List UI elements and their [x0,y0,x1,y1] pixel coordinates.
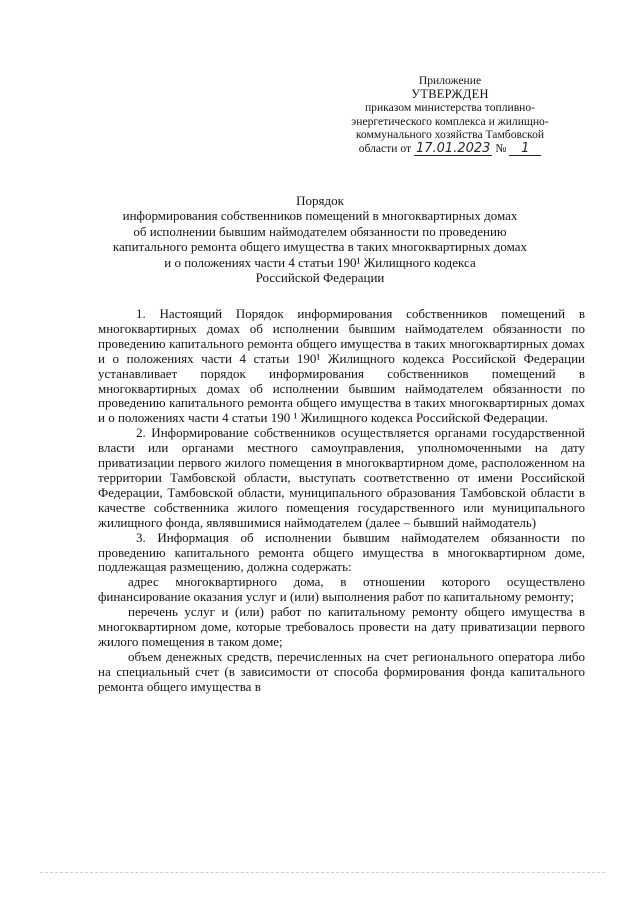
list-item-funds: объем денежных средств, перечисленных на счет регионального оператора либо на специальный счет (в зависимости от способа формирования фонда капитального ремонта общего имущества в [98,648,585,694]
title-line: и о положениях части 4 статьи 190¹ Жилищного кодекса [164,254,476,270]
title-line: Российской Федерации [255,270,385,286]
title-line: Порядок [296,193,344,208]
title-line: информирования собственников помещений в многоквартирных домах [122,208,518,224]
title-line: об исполнении бывшим наймодателем обязанности по проведению [133,223,507,239]
scan-artifact-line [40,872,605,874]
annex-label: Приложение [418,74,482,87]
order-date-row [320,142,580,156]
paragraph-1: 1. Настоящий Порядок информирования собственников помещений в многоквартирных домах об исполнении бывшим наймодателем обязанности по проведению капитального ремонта общего имущества в таких многоквартирных домах и о положениях части 4 статьи 190¹ Жилищного кодекса Российской Федерации устанавливает порядок информирования собственников помещений в многоквартирных домах об исполнении бывшим наймодателем обязанности по проведению капитального ремонта общего имущества в таких многоквартирных домах и о положениях части 4 статьи 190 ¹ Жилищного кодекса Российской Федерации. [98,306,585,426]
approval-line: коммунального хозяйства Тамбовской [355,128,545,141]
list-item-address: адрес многоквартирного дома, в отношении которого осуществлено финансирование оказания услуг и (или) выполнения работ по капитальному ремонту; [98,574,585,605]
title-line: капитального ремонта общего имущества в таких многоквартирных домах [112,239,528,255]
approval-line: приказом министерства топливно- [364,101,536,114]
document-title [80,193,560,285]
paragraph-2: 2. Информирование собственников осуществляется органами государственной власти или органами местного самоуправления, уполномоченными на дату приватизации первого жилого помещения в многоквартирном доме, расположенном на территории Тамбовской области, выступать соответственно от имени Российской Федерации, Тамбовской области, муниципального образования Тамбовской области в качестве собственника жилого помещения государственного или муниципального жилищного фонда, являвшимися наймодателем (далее – бывший наймодатель) [98,425,585,530]
approval-line: энергетического комплекса и жилищно- [351,114,549,128]
handwritten-date: 17.01.2023 [415,140,491,156]
handwritten-number: 1 [509,142,541,156]
number-label: № [495,141,507,155]
paragraph-3: 3. Информация об исполнении бывшим наймодателем обязанности по проведению капитального ремонта общего имущества в многоквартирном доме, подлежащая размещению, должна содержать: [98,529,585,575]
document-body [98,307,585,695]
approved-label: УТВЕРЖДЕН [411,86,489,101]
approval-header [320,74,580,156]
date-prefix: области от [358,141,412,155]
list-item-services: перечень услуг и (или) работ по капитальному ремонту общего имущества в многоквартирном доме, которые требовалось провести на дату приватизации первого жилого помещения в таком доме; [98,604,585,649]
